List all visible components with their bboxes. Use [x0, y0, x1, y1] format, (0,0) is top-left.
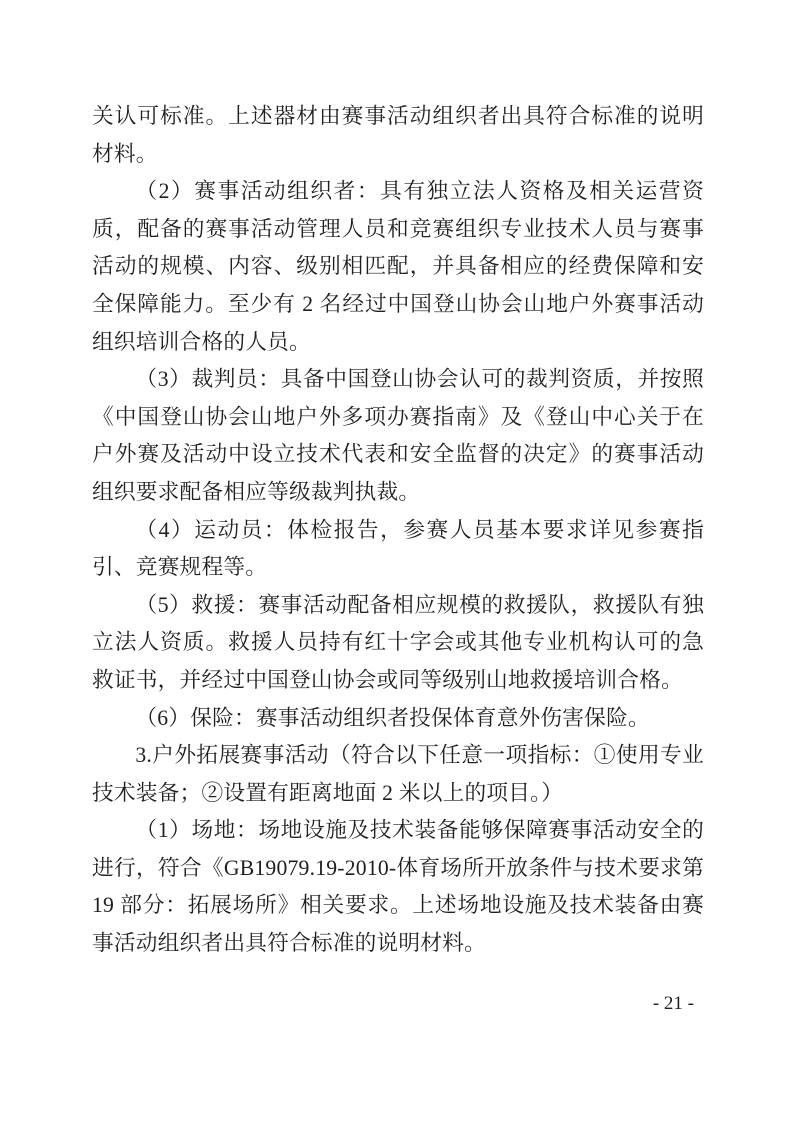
paragraph-continuation: 关认可标准。上述器材由赛事活动组织者出具符合标准的说明材料。 [92, 104, 704, 166]
paragraph-item-1-venue: （1）场地：场地设施及技术装备能够保障赛事活动安全的进行，符合《GB19079.19-2010-体育场所开放条件与技术要求第 19 部分：拓展场所》相关要求。上述场地设施及技术装备由赛事活动组织者出具符合标准的说明材料。 [92, 818, 704, 956]
paragraph-item-4-athlete: （4）运动员：体检报告，参赛人员基本要求详见参赛指引、竞赛规程等。 [92, 517, 704, 580]
paragraph-section-3-outdoor-development: 3.户外拓展赛事活动（符合以下任意一项指标：①使用专业技术装备；②设置有距离地面 2 米以上的项目。） [92, 743, 704, 805]
document-body [92, 98, 704, 963]
paragraph-item-3-referee: （3）裁判员：具备中国登山协会认可的裁判资质，并按照《中国登山协会山地户外多项办赛指南》及《登山中心关于在户外赛及活动中设立技术代表和安全监督的决定》的赛事活动组织要求配备相应等级裁判执裁。 [92, 367, 704, 504]
paragraph-item-2-organizer: （2）赛事活动组织者：具有独立法人资格及相关运营资质，配备的赛事活动管理人员和竞赛组织专业技术人员与赛事活动的规模、内容、级别相匹配，并具备相应的经费保障和安全保障能力。至少有 2 名经过中国登山协会山地户外赛事活动组织培训合格的人员。 [92, 179, 704, 354]
paragraph-item-5-rescue: （5）救援：赛事活动配备相应规模的救援队，救援队有独立法人资质。救援人员持有红十字会或其他专业机构认可的急救证书，并经过中国登山协会或同等级别山地救援培训合格。 [92, 592, 704, 692]
paragraph-item-6-insurance: （6）保险：赛事活动组织者投保体育意外伤害保险。 [135, 705, 650, 730]
page-number: - 21 - [652, 993, 694, 1014]
